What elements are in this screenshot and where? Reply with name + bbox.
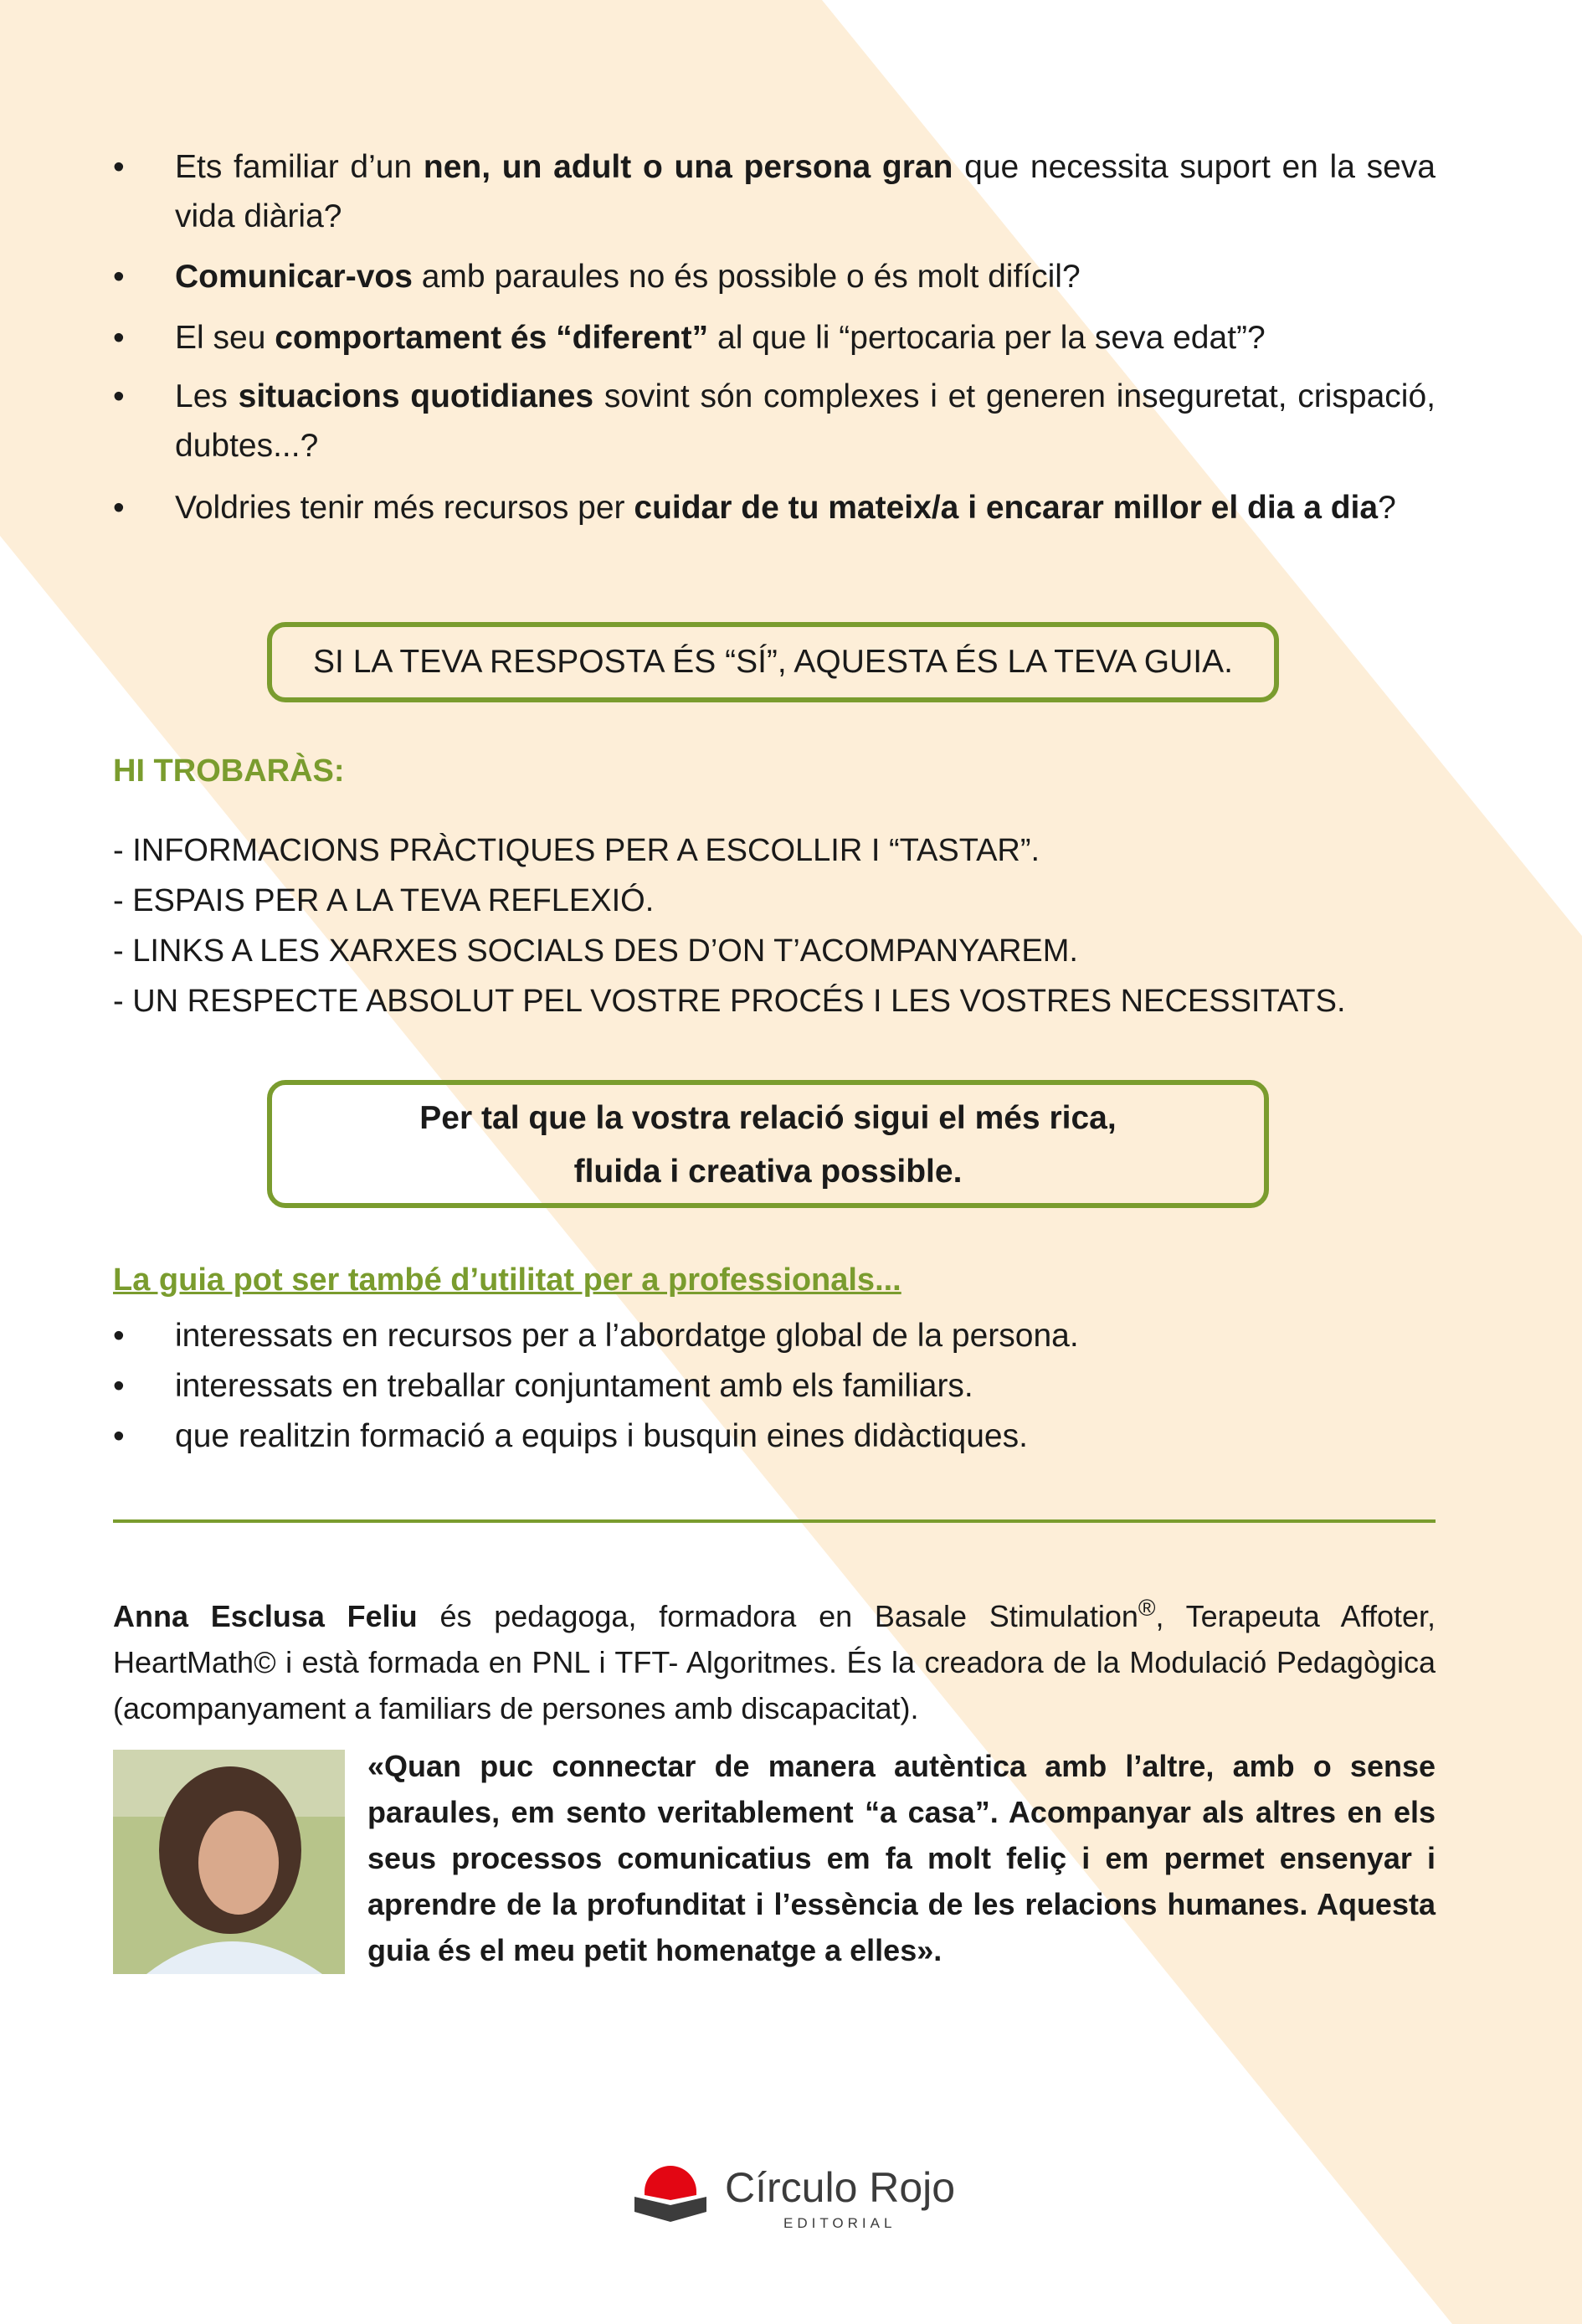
- question-item: • Comunicar-vos amb paraules no és possible o és molt difícil?: [113, 252, 1436, 301]
- section-divider: [113, 1519, 1436, 1523]
- question-item: • Voldries tenir més recursos per cuidar de tu mateix/a i encarar millor el dia a dia?: [113, 483, 1436, 532]
- find-heading: HI TROBARÀS:: [113, 753, 345, 789]
- find-item: - ESPAIS PER A LA TEVA REFLEXIÓ.: [113, 883, 655, 918]
- question-item: • Les situacions quotidianes sovint són complexes i et generen inseguretat, crispació, dubtes...?: [113, 372, 1436, 470]
- professional-item: • que realitzin formació a equips i busquin eines didàctiques.: [113, 1411, 1436, 1461]
- professionals-heading: La guia pot ser també d’utilitat per a professionals...: [113, 1262, 901, 1298]
- professional-item: • interessats en recursos per a l’abordatge global de la persona.: [113, 1311, 1436, 1360]
- callout-line: fluida i creativa possible.: [573, 1154, 963, 1190]
- bullet-icon: •: [113, 1318, 125, 1354]
- answer-callout-box: [267, 622, 1279, 702]
- callout-text: SI LA TEVA RESPOSTA ÉS “SÍ”, AQUESTA ÉS LA TEVA GUIA.: [313, 644, 1233, 680]
- question-item: • Ets familiar d’un nen, un adult o una persona gran que necessita suport en la seva vida diària?: [113, 142, 1436, 241]
- bullet-icon: •: [113, 149, 125, 185]
- question-item: • El seu comportament és “diferent” al que li “pertocaria per la seva edat”?: [113, 313, 1436, 362]
- bullet-icon: •: [113, 1368, 125, 1404]
- callout-line: Per tal que la vostra relació sigui el més rica,: [419, 1100, 1117, 1136]
- professional-item: • interessats en treballar conjuntament amb els familiars.: [113, 1361, 1436, 1411]
- author-bio: Anna Esclusa Feliu és pedagoga, formadora en Basale Stimulation®, Terapeuta Affoter, HeartMath© i està formada en PNL i TFT- Algoritmes. És la creadora de la Modulació Pedagògica (acompanyament a familiars de persones amb discapacitat).: [113, 1595, 1436, 1725]
- circulo-rojo-logo-icon: [634, 2158, 710, 2229]
- bullet-icon: •: [113, 1418, 125, 1454]
- publisher-subtitle: EDITORIAL: [783, 2215, 896, 2231]
- find-item: - UN RESPECTE ABSOLUT PEL VOSTRE PROCÉS I LES VOSTRES NECESSITATS.: [113, 984, 1346, 1019]
- bullet-icon: •: [113, 320, 125, 356]
- bullet-icon: •: [113, 259, 125, 295]
- publisher-logo: [634, 2158, 986, 2234]
- author-quote: «Quan puc connectar de manera autèntica amb l’altre, amb o sense paraules, em sento veritablement “a casa”. Acompanyar als altres en els seus processos comunicatius em fa molt feliç i em permet ensenyar i aprendre de la profunditat i l’essència de les relacions humanes. Aquesta guia és el meu petit homenatge a elles».: [367, 1749, 1436, 1967]
- publisher-name: Círculo Rojo: [725, 2164, 956, 2211]
- find-item: - LINKS A LES XARXES SOCIALS DES D’ON T’ACOMPANYAREM.: [113, 933, 1078, 969]
- bullet-icon: •: [113, 490, 125, 526]
- relationship-callout-box: [267, 1080, 1269, 1208]
- find-item: - INFORMACIONS PRÀCTIQUES PER A ESCOLLIR I “TASTAR”.: [113, 833, 1040, 868]
- bullet-icon: •: [113, 378, 125, 414]
- author-photo: [113, 1750, 345, 1974]
